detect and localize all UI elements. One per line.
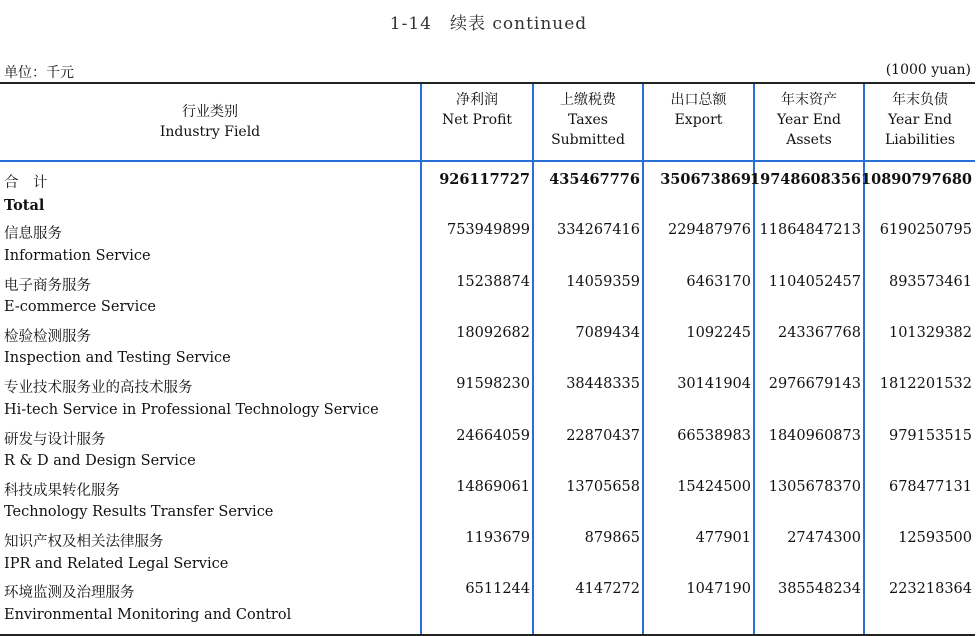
- header-export-cn: 出口总额: [670, 92, 727, 108]
- cell-assets: 2976679143: [768, 376, 861, 393]
- cell-net-profit: 753949899: [446, 222, 530, 239]
- row-label-cn: 环境监测及治理服务: [4, 585, 135, 602]
- header-assets-en1: Year End: [777, 112, 841, 128]
- header-liabilities: [865, 84, 975, 160]
- row-label-cn: 电子商务服务: [4, 277, 91, 294]
- cell-export: 229487976: [667, 222, 751, 239]
- cell-export: 66538983: [677, 427, 751, 444]
- header-taxes-en1: Taxes: [568, 112, 608, 128]
- cell-liabilities: 893573461: [888, 273, 972, 290]
- cell-assets: 1305678370: [768, 478, 861, 495]
- unit-label-cn: 单位：千元: [4, 65, 74, 81]
- row-label-en: Environmental Monitoring and Control: [4, 606, 292, 623]
- cell-net-profit: 14869061: [456, 478, 530, 495]
- row-label-en: Total: [4, 196, 45, 214]
- row-label-en: IPR and Related Legal Service: [4, 555, 229, 572]
- header-net-profit-en: Net Profit: [441, 112, 513, 128]
- column-divider: [863, 84, 865, 634]
- cell-liabilities: 6190250795: [879, 222, 972, 239]
- cell-export: 6463170: [686, 273, 751, 290]
- header-assets-cn: 年末资产: [781, 92, 837, 108]
- header-industry-cn: 行业类别: [182, 104, 238, 120]
- cell-taxes: 13705658: [566, 478, 640, 495]
- header-export: [644, 84, 753, 160]
- cell-net-profit: 91598230: [456, 376, 530, 393]
- cell-assets: 243367768: [777, 324, 861, 341]
- header-divider: [0, 160, 975, 162]
- cell-taxes: 38448335: [566, 376, 640, 393]
- cell-taxes: 4147272: [575, 581, 640, 598]
- cell-taxes: 435467776: [549, 171, 640, 188]
- column-divider: [753, 84, 755, 634]
- cell-net-profit: 18092682: [456, 324, 530, 341]
- cell-assets: 19748608356: [750, 171, 861, 188]
- header-liabilities-cn: 年末负债: [892, 92, 948, 108]
- row-label-cn: 检验检测服务: [4, 328, 91, 345]
- cell-assets: 385548234: [777, 581, 861, 598]
- unit-label-en: (1000 yuan): [885, 62, 971, 78]
- table-title: 1-14 续表 continued: [389, 14, 588, 34]
- cell-export: 15424500: [677, 478, 751, 495]
- cell-assets: 1104052457: [768, 273, 861, 290]
- cell-taxes: 334267416: [556, 222, 640, 239]
- cell-liabilities: 678477131: [888, 478, 972, 495]
- cell-net-profit: 6511244: [465, 581, 530, 598]
- cell-liabilities: 223218364: [888, 581, 972, 598]
- cell-assets: 1840960873: [768, 427, 861, 444]
- column-divider: [642, 84, 644, 634]
- cell-taxes: 7089434: [575, 324, 640, 341]
- row-label-cn: 科技成果转化服务: [4, 482, 120, 499]
- row-label-cn: 专业技术服务业的高技术服务: [4, 380, 193, 397]
- header-net-profit-cn: 净利润: [456, 92, 498, 108]
- header-liabilities-en1: Year End: [888, 112, 952, 128]
- cell-liabilities: 101329382: [888, 324, 972, 341]
- cell-taxes: 879865: [584, 530, 640, 547]
- cell-assets: 27474300: [787, 530, 861, 547]
- cell-taxes: 22870437: [566, 427, 640, 444]
- cell-taxes: 14059359: [566, 273, 640, 290]
- cell-assets: 11864847213: [759, 222, 861, 239]
- cell-liabilities: 10890797680: [861, 171, 972, 188]
- cell-export: 1047190: [686, 581, 751, 598]
- row-label-en: R & D and Design Service: [4, 453, 196, 469]
- column-divider: [420, 84, 422, 634]
- row-label-cn: 信息服务: [4, 226, 62, 243]
- row-label-cn: 合 计: [4, 175, 48, 191]
- row-label-en: Technology Results Transfer Service: [4, 504, 274, 521]
- cell-export: 350673869: [660, 171, 751, 188]
- row-label-en: Inspection and Testing Service: [4, 350, 231, 367]
- header-liabilities-en2: Liabilities: [884, 132, 956, 148]
- cell-export: 477901: [695, 530, 751, 547]
- row-label-en: Information Service: [4, 247, 151, 264]
- cell-export: 30141904: [677, 376, 751, 393]
- cell-net-profit: 1193679: [465, 530, 530, 547]
- cell-export: 1092245: [686, 324, 751, 341]
- statistics-table: [0, 82, 975, 636]
- row-label-cn: 知识产权及相关法律服务: [4, 534, 164, 551]
- row-label-cn: 研发与设计服务: [4, 431, 106, 448]
- header-assets: [755, 84, 863, 160]
- cell-net-profit: 926117727: [439, 171, 530, 188]
- header-taxes-cn: 上缴税费: [560, 92, 616, 108]
- row-label-en: E-commerce Service: [4, 299, 156, 316]
- header-export-en: Export: [674, 112, 723, 128]
- cell-liabilities: 1812201532: [879, 376, 972, 393]
- cell-liabilities: 979153515: [888, 427, 972, 444]
- cell-net-profit: 15238874: [456, 273, 530, 290]
- row-label-en: Hi-tech Service in Professional Technology Service: [4, 401, 379, 418]
- cell-liabilities: 12593500: [898, 530, 972, 547]
- header-industry: [0, 84, 420, 160]
- column-divider: [532, 84, 534, 634]
- header-taxes-en2: Submitted: [551, 132, 625, 148]
- header-net-profit: [422, 84, 532, 160]
- header-taxes: [534, 84, 642, 160]
- cell-net-profit: 24664059: [456, 427, 530, 444]
- header-industry-en: Industry Field: [159, 124, 261, 140]
- header-assets-en2: Assets: [786, 132, 832, 148]
